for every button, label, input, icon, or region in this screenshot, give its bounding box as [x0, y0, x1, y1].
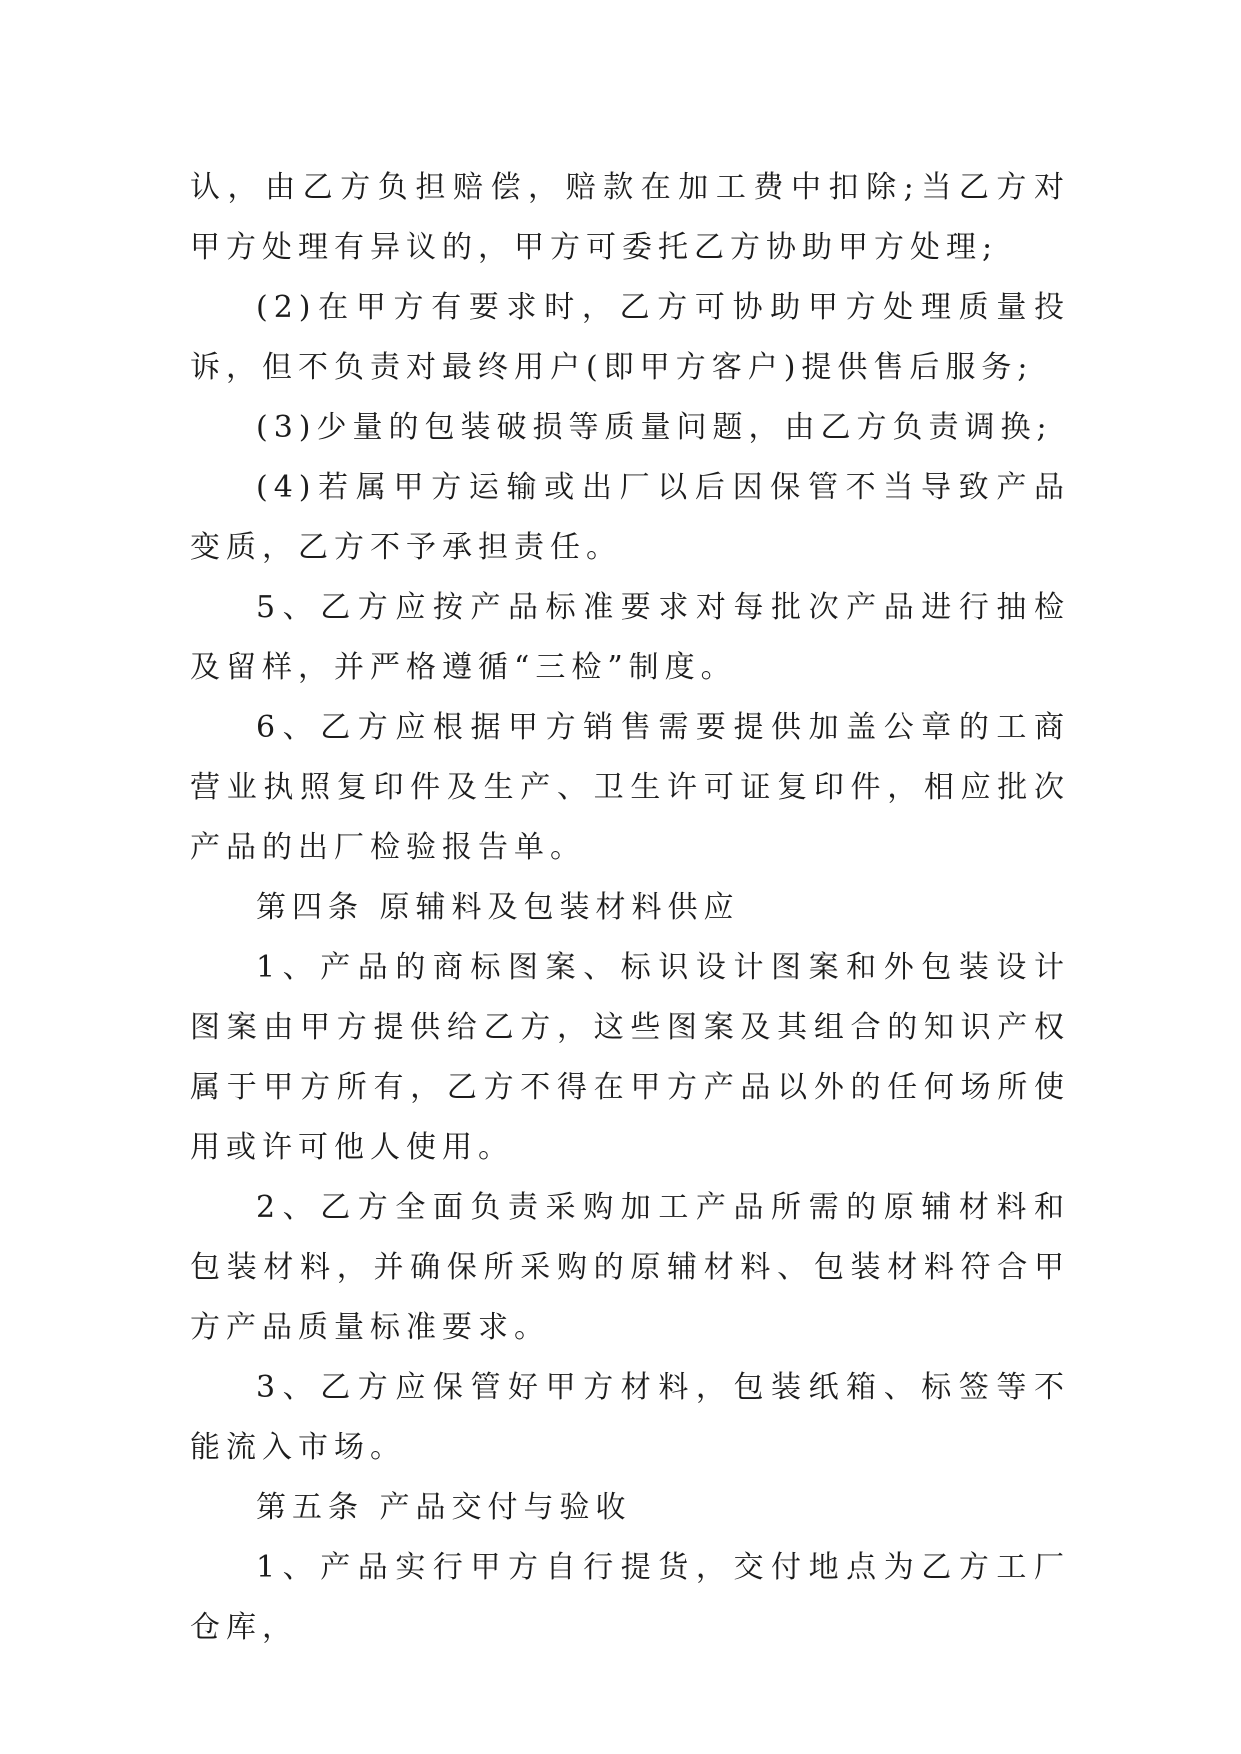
document-body [190, 158, 1070, 1658]
paragraph-8: 1、产品的商标图案、标识设计图案和外包装设计图案由甲方提供给乙方，这些图案及其组合的知识产权属于甲方所有，乙方不得在甲方产品以外的任何场所使用或许可他人使用。 [190, 950, 1070, 1165]
paragraph-5: 5、乙方应按产品标准要求对每批次产品进行抽检及留样，并严格遵循“三检”制度。 [190, 590, 1070, 685]
paragraph-4: (4)若属甲方运输或出厂以后因保管不当导致产品变质，乙方不予承担责任。 [190, 470, 1070, 565]
paragraph-2: (2)在甲方有要求时，乙方可协助甲方处理质量投诉，但不负责对最终用户(即甲方客户)提供售后服务; [190, 290, 1070, 385]
section-heading-article-4: 第四条 原辅料及包装材料供应 [256, 890, 740, 925]
paragraph-9: 2、乙方全面负责采购加工产品所需的原辅材料和包装材料，并确保所采购的原辅材料、包装材料符合甲方产品质量标准要求。 [190, 1190, 1070, 1345]
paragraph-3: (3)少量的包装破损等质量问题，由乙方负责调换; [256, 410, 1053, 445]
paragraph-12: 1、产品实行甲方自行提货，交付地点为乙方工厂仓库， [190, 1550, 1070, 1645]
section-heading-article-5: 第五条 产品交付与验收 [256, 1490, 632, 1525]
paragraph-6: 6、乙方应根据甲方销售需要提供加盖公章的工商营业执照复印件及生产、卫生许可证复印件，相应批次产品的出厂检验报告单。 [190, 710, 1070, 865]
paragraph-1: 认，由乙方负担赔偿，赔款在加工费中扣除;当乙方对甲方处理有异议的，甲方可委托乙方协助甲方处理; [190, 170, 1070, 265]
paragraph-10: 3、乙方应保管好甲方材料，包装纸箱、标签等不能流入市场。 [190, 1370, 1070, 1465]
